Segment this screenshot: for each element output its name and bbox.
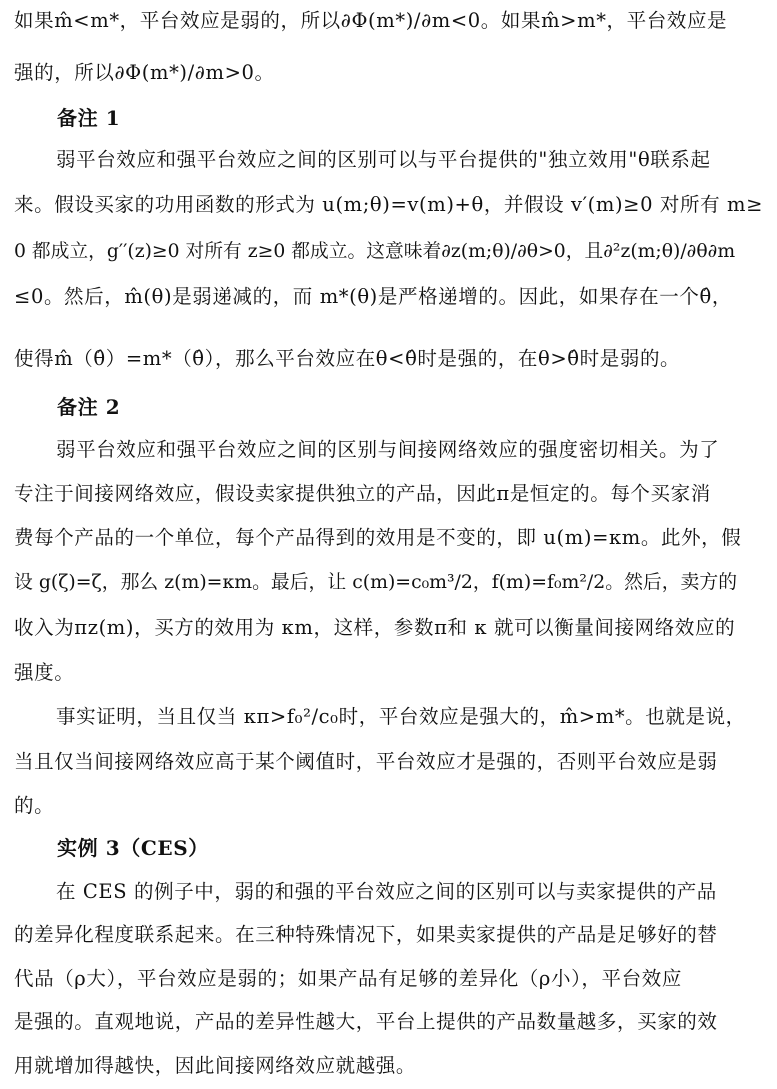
text-line: 0 都成立，g′′(z)≥0 对所有 z≥0 都成立。这意味着∂z(m;θ)/∂θ>0，且∂²z(m;θ)/∂θ∂m (14, 240, 736, 262)
text-line: 的差异化程度联系起来。在三种特殊情况下，如果卖家提供的产品是足够好的替 (14, 923, 718, 947)
text-line: 设 g(ζ)=ζ，那么 z(m)=κm。最后，让 c(m)=c₀m³/2，f(m)=f₀m²/2。然后，卖方的 (14, 571, 738, 593)
text-line: 费每个产品的一个单位，每个产品得到的效用是不变的，即 u(m)=κm。此外，假 (14, 526, 742, 550)
text-line: 强度。 (14, 660, 75, 684)
text-line: ≤0。然后，m̂(θ)是弱递减的，而 m*(θ)是严格递增的。因此，如果存在一个θ̂， (14, 285, 732, 309)
text-line: 如果m̂<m*，平台效应是弱的，所以∂Φ(m*)/∂m<0。如果m̂>m*，平台效应是 (14, 9, 728, 32)
text-line: 在 CES 的例子中，弱的和强的平台效应之间的区别可以与卖家提供的产品 (56, 879, 717, 903)
text-line: 收入为πz(m)，买方的效用为 κm，这样，参数π和 κ 就可以衡量间接网络效应的 (14, 616, 736, 640)
text-line: 弱平台效应和强平台效应之间的区别可以与平台提供的"独立效用"θ联系起 (56, 148, 711, 172)
section-heading-example-3: 实例 3（CES） (57, 836, 209, 861)
section-heading-note-2: 备注 2 (57, 394, 121, 419)
text-line: 弱平台效应和强平台效应之间的区别与间接网络效应的强度密切相关。为了 (56, 438, 720, 462)
text-line: 使得m̂（θ̂）=m*（θ̂），那么平台效应在θ<θ̂时是强的，在θ>θ̂时是弱的。 (14, 347, 681, 371)
text-line: 代品（ρ大），平台效应是弱的；如果产品有足够的差异化（ρ小），平台效应 (14, 966, 682, 990)
text-line: 是强的。直观地说，产品的差异性越大，平台上提供的产品数量越多，买家的效 (14, 1010, 718, 1034)
text-line: 用就增加得越快，因此间接网络效应就越强。 (14, 1054, 417, 1077)
text-line: 来。假设买家的功用函数的形式为 u(m;θ)=v(m)+θ，并假设 v′(m)≥0 对所有 m≥ (14, 192, 764, 216)
text-line: 当且仅当间接网络效应高于某个阈值时，平台效应才是强的，否则平台效应是弱 (14, 749, 718, 773)
section-heading-note-1: 备注 1 (57, 106, 121, 131)
text-line: 的。 (14, 794, 55, 818)
text-line: 强的，所以∂Φ(m*)/∂m>0。 (14, 60, 275, 84)
text-line: 事实证明，当且仅当 κπ>f₀²/c₀时，平台效应是强大的，m̂>m*。也就是说， (56, 705, 746, 729)
text-line: 专注于间接网络效应，假设卖家提供独立的产品，因此π是恒定的。每个买家消 (14, 481, 711, 505)
